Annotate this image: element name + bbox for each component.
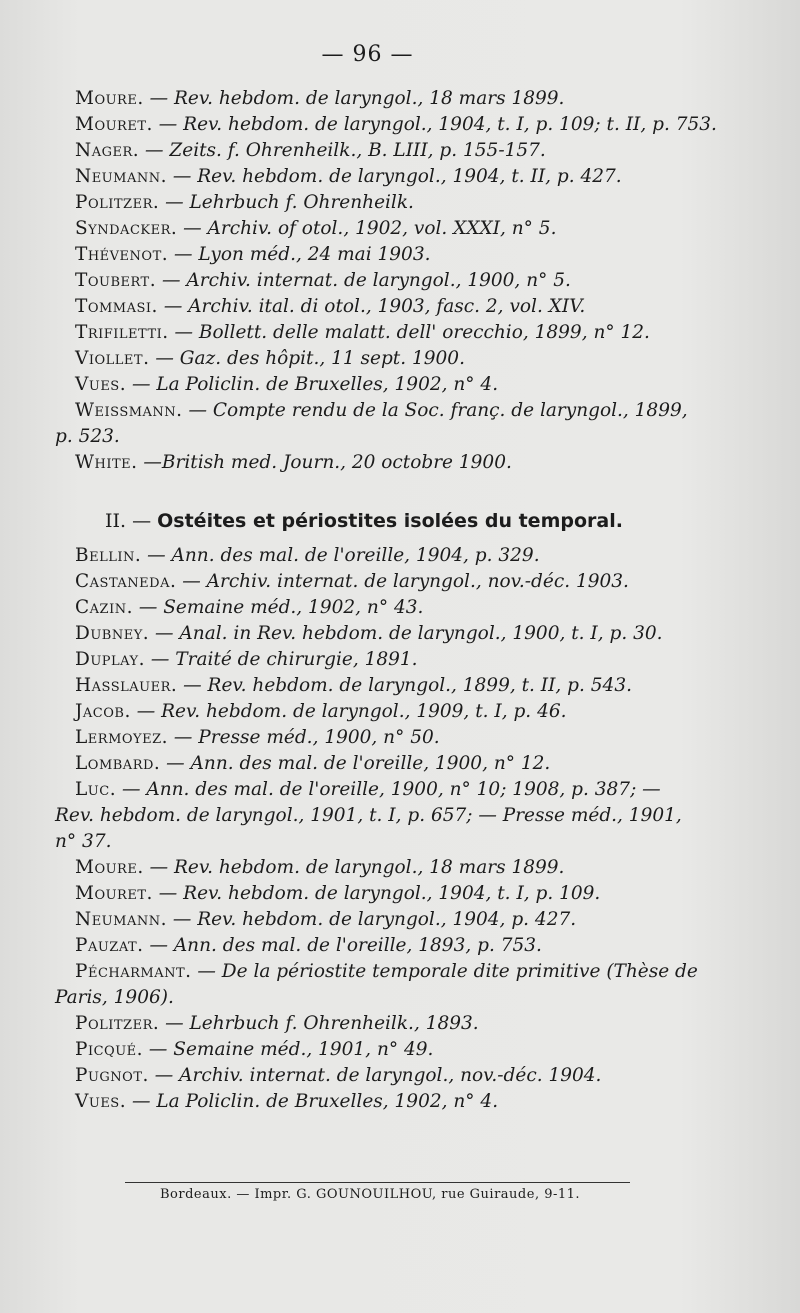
reference-citation: — Ann. des mal. de l'oreille, 1900, n° 10; 1908, p. 387; — Rev. hebdom. de laryngol., 1901, t. I, p. 657; — Presse méd., 1901, n° 37. <box>55 779 682 852</box>
reference-entry <box>55 959 705 1011</box>
reference-author: Pugnot. <box>75 1065 149 1086</box>
reference-entry <box>55 242 705 268</box>
reference-entry <box>55 112 717 138</box>
reference-author: Pécharmant. <box>75 961 192 982</box>
reference-entry <box>55 543 705 569</box>
reference-citation: — Rev. hebdom. de laryngol., 1904, p. 427. <box>166 909 577 930</box>
reference-citation: — Gaz. des hôpit., 11 sept. 1900. <box>149 348 465 369</box>
reference-entry <box>55 1037 705 1063</box>
reference-author: Politzer. <box>75 192 160 213</box>
reference-author: Picqué. <box>75 1039 144 1060</box>
reference-entry <box>55 268 705 294</box>
reference-citation: — Lehrbuch f. Ohrenheilk. <box>159 192 414 213</box>
reference-entry <box>55 216 705 242</box>
reference-citation: — Rev. hebdom. de laryngol., 1899, t. II, p. 543. <box>177 675 632 696</box>
reference-entry <box>55 372 705 398</box>
reference-citation: — Rev. hebdom. de laryngol., 1909, t. I, p. 46. <box>130 701 567 722</box>
reference-citation: — Archiv. internat. de laryngol., nov.-déc. 1904. <box>148 1065 602 1086</box>
reference-author: Toubert. <box>75 270 157 291</box>
reference-author: Duplay. <box>75 649 145 670</box>
reference-entry <box>55 699 705 725</box>
reference-author: Moure. <box>75 857 144 878</box>
reference-citation: — Rev. hebdom. de laryngol., 1904, t. II, p. 427. <box>166 166 622 187</box>
reference-citation: — Rev. hebdom. de laryngol., 1904, t. I, p. 109; t. II, p. 753. <box>152 114 717 135</box>
reference-author: Castaneda. <box>75 571 177 592</box>
reference-citation: — Traité de chirurgie, 1891. <box>145 649 418 670</box>
reference-citation: — Presse méd., 1900, n° 50. <box>168 727 440 748</box>
reference-citation: —British med. Journ., 20 octobre 1900. <box>137 452 512 473</box>
reference-author: Luc. <box>75 779 117 800</box>
reference-author: Politzer. <box>75 1013 160 1034</box>
reference-citation: — De la périostite temporale dite primitive (Thèse de Paris, 1906). <box>55 961 698 1008</box>
reference-citation: — Rev. hebdom. de laryngol., 1904, t. I, p. 109. <box>152 883 601 904</box>
reference-author: Mouret. <box>75 114 153 135</box>
section-title: Ostéites et périostites isolées du temporal. <box>157 510 623 532</box>
reference-entry <box>55 907 705 933</box>
reference-entry <box>55 190 705 216</box>
reference-citation: — Archiv. internat. de laryngol., 1900, n° 5. <box>156 270 571 291</box>
reference-citation: — Semaine méd., 1902, n° 43. <box>132 597 424 618</box>
section-heading <box>105 510 623 532</box>
reference-citation: — Anal. in Rev. hebdom. de laryngol., 1900, t. I, p. 30. <box>149 623 663 644</box>
reference-citation: — Rev. hebdom. de laryngol., 18 mars 1899. <box>143 88 565 109</box>
reference-author: Jacob. <box>75 701 131 722</box>
reference-list-1 <box>55 86 717 476</box>
reference-author: Syndacker. <box>75 218 178 239</box>
reference-author: Vues. <box>75 374 127 395</box>
reference-author: Dubney. <box>75 623 150 644</box>
reference-citation: — La Policlin. de Bruxelles, 1902, n° 4. <box>126 374 499 395</box>
reference-author: Lombard. <box>75 753 161 774</box>
reference-entry <box>55 398 705 450</box>
reference-author: Nager. <box>75 140 140 161</box>
reference-author: Pauzat. <box>75 935 144 956</box>
reference-citation: — Bollett. delle malatt. dell' orecchio, 1899, n° 12. <box>168 322 650 343</box>
reference-entry <box>55 933 705 959</box>
reference-author: White. <box>75 452 138 473</box>
section-number: II. — <box>105 510 158 532</box>
reference-entry <box>55 569 705 595</box>
reference-citation: — Archiv. internat. de laryngol., nov.-déc. 1903. <box>176 571 629 592</box>
imprint: Bordeaux. — Impr. G. GOUNOUILHOU, rue Guiraude, 9-11. <box>160 1187 581 1202</box>
reference-author: Weissmann. <box>75 400 183 421</box>
reference-author: Neumann. <box>75 909 167 930</box>
footer-rule <box>125 1182 630 1183</box>
reference-entry <box>55 777 705 855</box>
reference-author: Trifiletti. <box>75 322 169 343</box>
page-number: — 96 — <box>321 42 414 67</box>
reference-entry <box>55 751 705 777</box>
reference-entry <box>55 1011 705 1037</box>
reference-citation: — La Policlin. de Bruxelles, 1902, n° 4. <box>126 1091 499 1112</box>
reference-citation: — Zeits. f. Ohrenheilk., B. LIII, p. 155-157. <box>139 140 546 161</box>
reference-author: Vues. <box>75 1091 127 1112</box>
reference-author: Bellin. <box>75 545 142 566</box>
reference-entry <box>55 450 705 476</box>
reference-author: Hasslauer. <box>75 675 178 696</box>
reference-list-2 <box>55 543 705 1115</box>
reference-entry <box>55 595 705 621</box>
reference-citation: — Ann. des mal. de l'oreille, 1900, n° 12. <box>160 753 551 774</box>
reference-entry <box>55 164 705 190</box>
reference-entry <box>55 86 705 112</box>
reference-author: Thévenot. <box>75 244 169 265</box>
reference-citation: — Compte rendu de la Soc. franç. de laryngol., 1899, p. 523. <box>55 400 688 447</box>
reference-entry <box>55 1089 705 1115</box>
reference-citation: — Ann. des mal. de l'oreille, 1904, p. 329. <box>141 545 540 566</box>
reference-entry <box>55 621 705 647</box>
reference-entry <box>55 673 705 699</box>
reference-entry <box>55 881 705 907</box>
reference-entry <box>55 138 705 164</box>
reference-author: Neumann. <box>75 166 167 187</box>
reference-citation: — Ann. des mal. de l'oreille, 1893, p. 753. <box>143 935 542 956</box>
reference-author: Mouret. <box>75 883 153 904</box>
reference-author: Cazin. <box>75 597 133 618</box>
reference-entry <box>55 1063 705 1089</box>
reference-entry <box>55 647 705 673</box>
reference-author: Moure. <box>75 88 144 109</box>
reference-citation: — Archiv. of otol., 1902, vol. XXXI, n° 5. <box>177 218 557 239</box>
reference-entry <box>55 294 705 320</box>
reference-citation: — Semaine méd., 1901, n° 49. <box>143 1039 434 1060</box>
reference-entry <box>55 346 705 372</box>
reference-citation: — Lehrbuch f. Ohrenheilk., 1893. <box>159 1013 479 1034</box>
reference-author: Tommasi. <box>75 296 158 317</box>
reference-author: Lermoyez. <box>75 727 169 748</box>
reference-author: Viollet. <box>75 348 150 369</box>
reference-entry <box>55 320 705 346</box>
reference-entry <box>55 855 705 881</box>
reference-citation: — Archiv. ital. di otol., 1903, fasc. 2, vol. XIV. <box>157 296 586 317</box>
reference-citation: — Rev. hebdom. de laryngol., 18 mars 1899. <box>143 857 565 878</box>
reference-entry <box>55 725 705 751</box>
reference-citation: — Lyon méd., 24 mai 1903. <box>168 244 431 265</box>
